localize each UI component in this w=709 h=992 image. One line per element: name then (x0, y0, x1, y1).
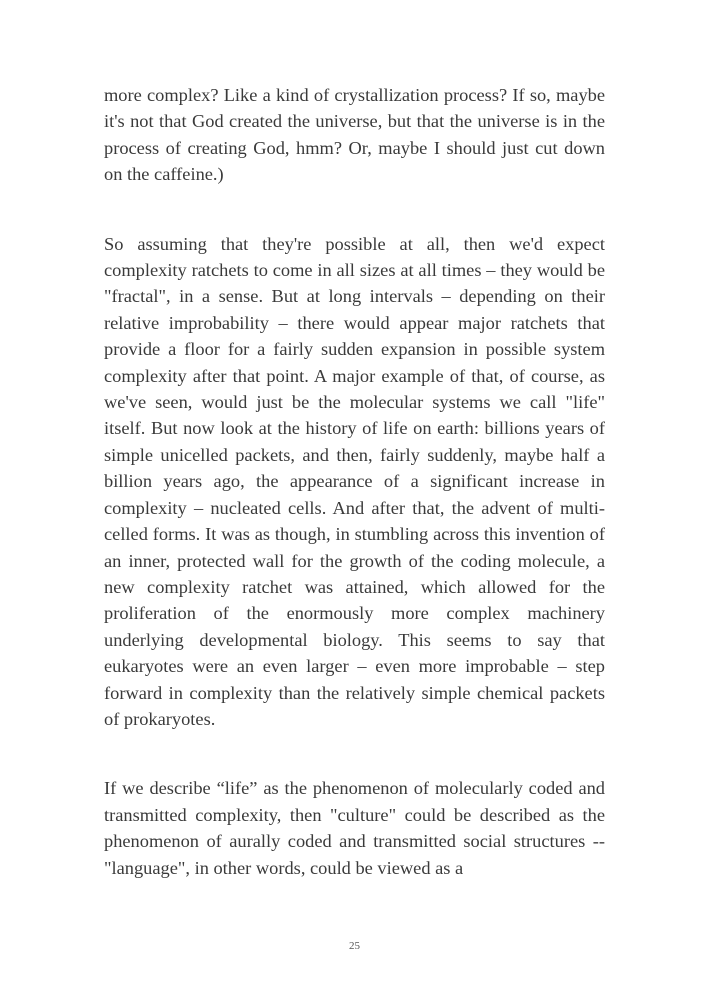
paragraph-life-culture: If we describe “life” as the phenomenon of molecularly coded and transmitted complexity, then "culture" could be described as the phenomenon of aurally coded and transmitted social structures -- "language", in other words, could be viewed as a (104, 778, 605, 878)
paragraph-crystallization: more complex? Like a kind of crystallization process? If so, maybe it's not that God created the universe, but that the universe is in the process of creating God, hmm? Or, maybe I should just cut down on the caffeine.) (104, 85, 605, 185)
document-page (104, 82, 605, 881)
paragraph-complexity-ratchets: So assuming that they're possible at all, then we'd expect complexity ratchets to come in all sizes at all times – they would be "fractal", in a sense. But at long intervals – depending on their relative improbability – there would appear major ratchets that provide a floor for a fairly sudden expansion in possible system complexity after that point. A major example of that, of course, as we've seen, would just be the molecular systems we call "life" itself. But now look at the history of life on earth: billions years of simple unicelled packets, and then, fairly suddenly, maybe half a billion years ago, the appearance of a significant increase in complexity – nucleated cells. And after that, the advent of multi-celled forms. It was as though, in stumbling across this invention of an inner, protected wall for the growth of the coding molecule, a new complexity ratchet was attained, which allowed for the proliferation of the enormously more complex machinery underlying developmental biology. This seems to say that eukaryotes were an even larger – even more improbable – step forward in complexity than the relatively simple chemical packets of prokaryotes. (104, 233, 605, 729)
page-number: 25 (349, 940, 360, 952)
